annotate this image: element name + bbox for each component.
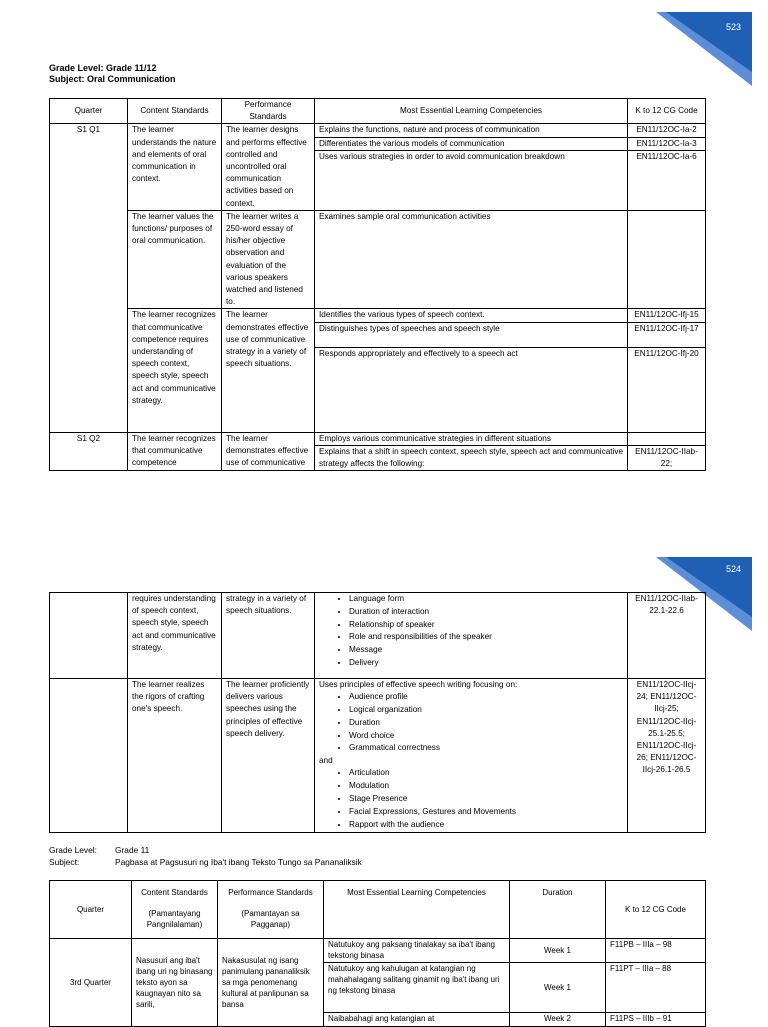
competency: Uses various strategies in order to avoid communication breakdown (315, 150, 628, 210)
list-item: • Relationship of speaker (349, 619, 623, 632)
duration: Week 1 (510, 939, 606, 963)
grade-level-value: Grade 11 (115, 845, 150, 855)
list-item: • Stage Presence (349, 793, 623, 806)
grade-level-label: Grade Level: (49, 845, 97, 855)
cg-code (628, 322, 706, 432)
quarter-cell: S1 Q2 (50, 432, 128, 471)
competency: Natutukoy ang paksang tinalakay sa iba't ibang tekstong binasa (324, 939, 510, 963)
quarter-cell-empty (50, 679, 128, 833)
grade-level: Grade Level: Grade 11/12 (49, 63, 157, 73)
competency (315, 322, 628, 432)
content-standard: The learner recognizes that communicative competence (128, 432, 222, 471)
list-item: • Modulation (349, 780, 623, 793)
col-quarter: Quarter (50, 881, 132, 939)
cg-code: EN11/12OC-Ifj-20 (634, 348, 699, 358)
col-quarter: Quarter (50, 99, 128, 124)
competency (315, 679, 628, 833)
content-standard: The learner recognizes that communicative competence requires understanding of speech context, speech style, speech act and communicative strategy. (128, 309, 222, 432)
cg-code: EN11/12OC-Ia-3 (628, 137, 706, 150)
content-standard: The learner understands the nature and elements of oral communication in context. (128, 124, 222, 210)
col-code: K to 12 CG Code (628, 99, 706, 124)
oral-communication-table (49, 98, 706, 471)
list-item: • Facial Expressions, Gestures and Movements (349, 806, 623, 819)
list-item: • Audience profile (349, 691, 623, 704)
competency-intro: Uses principles of effective speech writing focusing on: (319, 680, 518, 689)
factor-list (319, 593, 623, 670)
performance-standard: strategy in a variety of speech situations. (222, 593, 315, 679)
competency: Natutukoy ang kahulugan at katangian ng mahahalagang salitang ginamit ng iba't ibang uri ng tekstong binasa (324, 963, 510, 1013)
list-item: • Language form (349, 593, 623, 606)
cg-code: F11PS – IIIb – 91 (606, 1013, 706, 1027)
performance-standard: The learner proficiently delivers various speeches using the principles of effective speech delivery. (222, 679, 315, 833)
subject-value: Pagbasa at Pagsusuri ng Iba't ibang Teksto Tungo sa Pananaliksik (115, 857, 362, 867)
competency: Explains the functions, nature and process of communication (315, 124, 628, 137)
competency: Distinguishes types of speeches and speech style (315, 323, 627, 348)
performance-header-sub: (Pamantayan sa Pagganap) (241, 909, 300, 929)
list-item: • Logical organization (349, 704, 623, 717)
col-performance-standards: Performance Standards (222, 99, 315, 124)
competency: Explains that a shift in speech context, speech style, speech act and communicative strategy affects the following: (315, 445, 628, 470)
list-item: • Grammatical correctness (349, 742, 623, 755)
list-item: • Rapport with the audience (349, 819, 623, 832)
subject: Subject: Oral Communication (49, 74, 176, 84)
page-524 (0, 555, 768, 1024)
col-duration: Duration (510, 881, 606, 939)
list-item: • Duration (349, 717, 623, 730)
competency: Examines sample oral communication activities (315, 210, 628, 309)
list-item: • Role and responsibilities of the speaker (349, 631, 623, 644)
content-header: Content Standards (141, 888, 208, 897)
cg-code: EN11/12OC-Ifj-15 (628, 309, 706, 322)
cg-code: EN11/12OC-Ia-6 (628, 150, 706, 210)
performance-header: Performance Standards (228, 888, 313, 897)
competency: Differentiates the various models of communication (315, 137, 628, 150)
performance-standard: The learner writes a 250-word essay of his/her objective observation and evaluation of the various speakers watched and listened to. (222, 210, 315, 309)
competency-list (315, 593, 628, 679)
cg-code: EN11/12OC-Ia-2 (628, 124, 706, 137)
col-code: K to 12 CG Code (606, 881, 706, 939)
col-melc: Most Essential Learning Competencies (324, 881, 510, 939)
col-content-standards (132, 881, 218, 939)
writing-principles-list (319, 691, 623, 755)
and-text: and (319, 756, 333, 766)
list-item: • Articulation (349, 767, 623, 780)
performance-standard: Nakasusulat ng isang panimulang pananaliksik sa mga penomenang kultural at panlipunan sa bansa (218, 939, 324, 1027)
page-number: 524 (725, 564, 741, 574)
duration: Week 2 (510, 1013, 606, 1027)
subject-line (49, 856, 362, 868)
performance-standard: The learner demonstrates effective use of communicative strategy in a variety of speech situations. (222, 309, 315, 432)
oral-communication-table-continued (49, 592, 706, 833)
cg-code: EN11/12OC-Ifj-17 (628, 323, 705, 348)
quarter-cell-empty (50, 593, 128, 679)
quarter-cell: 3rd Quarter (50, 939, 132, 1027)
competency: Responds appropriately and effectively to a speech act (319, 348, 518, 358)
list-item: • Delivery (349, 657, 623, 670)
content-standard: The learner realizes the rigors of crafting one's speech. (128, 679, 222, 833)
list-item: • Word choice (349, 730, 623, 743)
subject-label: Subject: (49, 857, 80, 867)
cg-code-empty (628, 432, 706, 445)
list-item: • Message (349, 644, 623, 657)
col-content-standards: Content Standards (128, 99, 222, 124)
competency: Employs various communicative strategies in different situations (315, 432, 628, 445)
content-standard: The learner values the functions/ purposes of oral communication. (128, 210, 222, 309)
competency: Naibabahagi ang katangian at (324, 1013, 510, 1027)
duration: Week 1 (510, 963, 606, 1013)
delivery-principles-list (319, 767, 623, 831)
cg-code: EN11/12OC-IIab-22.1-22.6 (628, 593, 706, 679)
list-item: • Duration of interaction (349, 606, 623, 619)
performance-standard: The learner designs and performs effective controlled and uncontrolled oral communication activities based on context. (222, 124, 315, 210)
quarter-cell: S1 Q1 (50, 124, 128, 432)
pagbasa-table (49, 880, 706, 1027)
col-melc: Most Essential Learning Competencies (315, 99, 628, 124)
cg-code: F11PT – IIIa – 88 (606, 963, 706, 1013)
cg-code: F11PB – IIIa – 98 (606, 939, 706, 963)
content-standard: Nasusuri ang iba't ibang uri ng binasang teksto ayon sa kaugnayan nito sa sarili, (132, 939, 218, 1027)
cg-code-empty (628, 210, 706, 309)
cg-code: EN11/12OC-IIab-22; (628, 445, 706, 470)
cg-code: EN11/12OC-IIcj-24; EN11/12OC-IIcj-25; EN11/12OC-IIcj-25.1-25.5; EN11/12OC-IIcj-26; EN11/12OC-IIcj-26.1-26.5 (628, 679, 706, 833)
performance-standard: The learner demonstrates effective use of communicative (222, 432, 315, 471)
content-header-sub: (Pamantayang Pangnilalaman) (146, 909, 203, 929)
competency: Identifies the various types of speech context. (315, 309, 628, 322)
page-number: 523 (725, 22, 741, 32)
grade-level-line (49, 844, 149, 856)
col-performance-standards (218, 881, 324, 939)
content-standard: requires understanding of speech context, speech style, speech act and communicative strategy. (128, 593, 222, 679)
